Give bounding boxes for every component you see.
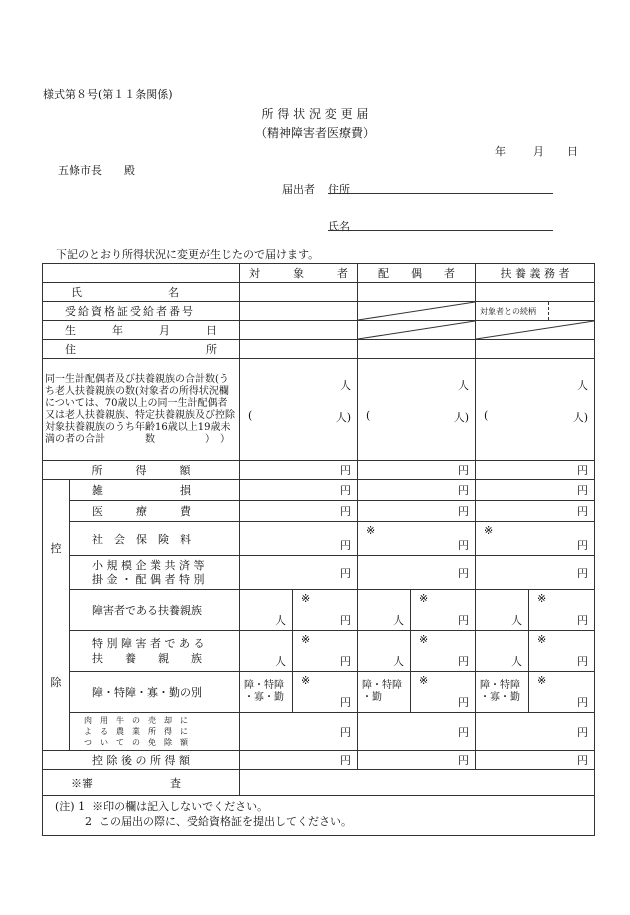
supporter-disabled-count[interactable] [476,590,529,631]
spouse-dep-paren-close: 人) [453,411,469,424]
spouse-category-text: 障・特障 ・勤 [362,680,402,703]
header-blank [43,264,240,283]
supporter-dependents[interactable] [476,359,595,461]
row-review-label [43,770,240,796]
col-spouse: 配 偶 者 [358,264,476,283]
subject-cattle-yen: 円 [340,725,351,739]
subject-income-yen: 円 [340,464,351,477]
note-1 [55,799,594,814]
subject-special-amount[interactable] [293,631,358,672]
date-month-label: 月 [533,145,544,158]
supporter-category[interactable] [476,672,529,713]
subject-special-yen: 円 [340,655,351,668]
date-year-label: 年 [495,145,506,158]
subject-smallbiz-yen: 円 [340,566,351,580]
review-label-text: ※審 査 [71,776,181,790]
supporter-dep-paren-open: ( [484,409,489,422]
subject-smallbiz[interactable] [240,556,358,590]
supporter-special-unit: 人 [511,655,522,668]
supporter-special-amount[interactable] [529,631,595,672]
supporter-cattle-yen: 円 [577,725,588,739]
spouse-disabled-unit: 人 [393,614,404,627]
spouse-category-yen: 円 [458,696,469,709]
note-2-text: この届出の際に、受給資格証を提出してください。 [99,815,352,828]
subject-loss[interactable] [240,480,358,501]
address-field[interactable] [328,193,553,194]
subject-cattle[interactable] [240,713,358,751]
subject-special-unit: 人 [275,655,286,668]
notes-label: (注) [55,800,75,813]
relation-label: 対象者との続柄 [480,307,536,316]
supporter-dep-paren-close: 人) [572,411,588,424]
subject-social-yen: 円 [340,539,351,552]
supporter-disabled-unit: 人 [511,614,522,627]
supporter-category-mark: ※ [537,674,547,687]
applicant-label: 届出者 [282,183,315,196]
form-subtitle: （精神障害者医療費） [254,126,375,140]
addressee: 五條市長 殿 [58,164,135,177]
subject-category-text: 障・特障 ・寡・勤 [244,680,284,703]
subject-disabled-mark: ※ [301,592,311,605]
spouse-income-yen: 円 [458,464,469,477]
supporter-after-deduction[interactable] [476,751,595,770]
spouse-medical-yen: 円 [458,505,469,518]
spouse-smallbiz-yen: 円 [458,566,469,580]
supporter-special-count[interactable] [476,631,529,672]
row-special-disabled-label [70,631,240,672]
cattle-label-text: 肉 用 牛 の 売 却 に よ る 農 業 所 得 に つ い て の 免 除 額 [84,716,188,747]
subject-disabled-amount[interactable] [293,590,358,631]
birth-char-1: 生 [65,324,76,337]
supporter-category-text: 障・特障 ・寡・勤 [480,680,520,703]
spouse-income[interactable] [358,461,476,480]
col-supporter: 扶 養 義 務 者 [476,264,595,283]
special-disabled-label-text: 特 別 障 害 者 で あ る 扶 養 親 族 [92,637,205,665]
supporter-social-yen: 円 [577,539,588,552]
category-label-text: 障・特障・寡・勤の別 [92,686,202,699]
subject-disabled-count[interactable] [240,590,293,631]
subject-loss-yen: 円 [340,484,351,497]
subject-disabled-unit: 人 [275,614,286,627]
spouse-category-amount[interactable] [411,672,476,713]
subject-category[interactable] [240,672,293,713]
form-number: 様式第８号(第１１条関係) [43,88,173,101]
subject-dep-paren-close: 人) [335,411,351,424]
subject-medical[interactable] [240,501,358,522]
row-dependents-label [43,359,240,461]
birth-char-4: 日 [206,324,217,337]
spouse-loss[interactable] [358,480,476,501]
row-name-label [43,283,240,302]
supporter-income[interactable] [476,461,595,480]
note-1-no: 1 [78,800,86,813]
supporter-disabled-yen: 円 [577,614,588,627]
supporter-loss-yen: 円 [577,484,588,497]
spouse-special-mark: ※ [419,633,429,646]
col-subject: 対 象 者 [240,264,358,283]
supporter-category-yen: 円 [577,696,588,709]
spouse-name[interactable] [358,283,476,302]
subject-disabled-yen: 円 [340,614,351,627]
spouse-disabled-count[interactable] [358,590,411,631]
supporter-social-mark: ※ [484,524,494,537]
supporter-dep-unit: 人 [577,379,588,392]
spouse-cattle-yen: 円 [458,725,469,739]
spouse-smallbiz[interactable] [358,556,476,590]
row-loss-label [70,480,240,501]
row-smallbiz-label [70,556,240,590]
spouse-medical[interactable] [358,501,476,522]
intro-text: 下記のとおり所得状況に変更が生じたので届けます。 [56,248,320,261]
row-disabled-label [70,590,240,631]
spouse-special-count[interactable] [358,631,411,672]
spouse-after-deduction[interactable] [358,751,476,770]
row-cattle-label [70,713,240,751]
deduction-char-2: 除 [50,676,62,689]
medical-label-text: 医 療 費 [92,505,191,518]
social-label-text: 社 会 保 険 料 [92,532,191,546]
spouse-dep-unit: 人 [458,379,469,392]
subject-dep-unit: 人 [340,379,351,392]
spouse-social-mark: ※ [366,524,376,537]
spouse-cert-no [358,302,476,321]
spouse-social[interactable] [358,522,476,556]
row-after-deduction-label: 控 除 後 の 所 得 額 [43,751,240,770]
address-char-1: 住 [65,343,76,356]
row-birth-label [43,321,240,340]
supporter-smallbiz-yen: 円 [577,566,588,580]
spouse-disabled-mark: ※ [419,592,429,605]
row-address-label [43,340,240,359]
supporter-medical-yen: 円 [577,505,588,518]
spouse-birth [358,321,476,340]
supporter-address[interactable] [476,340,595,359]
spouse-disabled-amount[interactable] [411,590,476,631]
address-label: 住所 [328,183,350,196]
dependents-label-text: 同一生計配偶者及び扶養親族の合計数(うち老人扶養親族の数(対象者の所得状況欄については、70歳以上の同一生計配偶者又は老人扶養親族、特定扶養親族及び控除対象扶養親族のうち年齢16歳以上19歳未満の者の合計 数 ） ） [45,373,235,445]
loss-label-text: 雑 損 [92,484,191,497]
spouse-special-yen: 円 [458,655,469,668]
supporter-special-mark: ※ [537,633,547,646]
note-2 [55,814,594,829]
supporter-smallbiz[interactable] [476,556,595,590]
subject-category-amount[interactable] [293,672,358,713]
birth-char-2: 年 [112,324,123,337]
spouse-category[interactable] [358,672,411,713]
spouse-special-unit: 人 [393,655,404,668]
subject-birth[interactable] [240,321,358,340]
name-char-1: 氏 [71,286,82,299]
supporter-social[interactable] [476,522,595,556]
supporter-name[interactable] [476,283,595,302]
supporter-special-yen: 円 [577,655,588,668]
deduction-char-1: 控 [50,542,62,555]
spouse-loss-yen: 円 [458,484,469,497]
cert-label-text: 受給資格証受給者番号 [65,305,195,318]
spouse-dependents[interactable] [358,359,476,461]
subject-after-deduction[interactable] [240,751,358,770]
notes-box [43,796,595,836]
row-medical-label [70,501,240,522]
spouse-social-yen: 円 [458,539,469,552]
name-field[interactable] [328,230,553,231]
supporter-disabled-amount[interactable] [529,590,595,631]
spouse-special-amount[interactable] [411,631,476,672]
row-social-label [70,522,240,556]
subject-dependents[interactable] [240,359,358,461]
row-category-label [70,672,240,713]
smallbiz-label-text: 小 規 模 企 業 共 済 等 掛 金 ・ 配 偶 者 特 別 [92,558,205,586]
spouse-birth-slash [358,321,475,339]
name-label: 氏名 [328,220,350,233]
row-income-label: 所 得 額 [43,461,240,480]
disabled-label-text: 障害者である扶養親族 [92,604,202,617]
supporter-loss[interactable] [476,480,595,501]
review-field [240,770,595,796]
spouse-category-mark: ※ [419,674,429,687]
birth-char-3: 月 [159,324,170,337]
subject-after-yen: 円 [340,754,351,767]
spouse-address[interactable] [358,340,476,359]
subject-category-yen: 円 [340,696,351,709]
subject-social[interactable] [240,522,358,556]
spouse-disabled-yen: 円 [458,614,469,627]
supporter-category-amount[interactable] [529,672,595,713]
deduction-group-label [43,480,70,751]
supporter-birth-slash [476,321,594,339]
spouse-cattle[interactable] [358,713,476,751]
address-char-2: 所 [206,343,217,356]
subject-name[interactable] [240,283,358,302]
supporter-relation[interactable] [476,302,595,321]
supporter-after-yen: 円 [577,754,588,767]
subject-category-mark: ※ [301,674,311,687]
subject-income[interactable] [240,461,358,480]
relation-divider [548,302,549,320]
form-title: 所 得 状 況 変 更 届 [261,107,369,121]
subject-medical-yen: 円 [340,505,351,518]
row-cert-label [43,302,240,321]
subject-special-count[interactable] [240,631,293,672]
date-day-label: 日 [567,145,578,158]
income-change-table [42,263,595,836]
supporter-income-yen: 円 [577,464,588,477]
supporter-disabled-mark: ※ [537,592,547,605]
supporter-medical[interactable] [476,501,595,522]
subject-cert-no[interactable] [240,302,358,321]
supporter-cattle[interactable] [476,713,595,751]
spouse-cert-slash [358,302,475,320]
subject-address[interactable] [240,340,358,359]
spouse-dep-paren-open: ( [366,409,371,422]
note-2-no: 2 [85,815,92,828]
name-char-2: 名 [168,286,179,299]
subject-special-mark: ※ [301,633,311,646]
spouse-after-yen: 円 [458,754,469,767]
supporter-birth [476,321,595,340]
note-1-text: ※印の欄は記入しないでください。 [92,800,269,813]
subject-dep-paren-open: ( [248,409,253,422]
